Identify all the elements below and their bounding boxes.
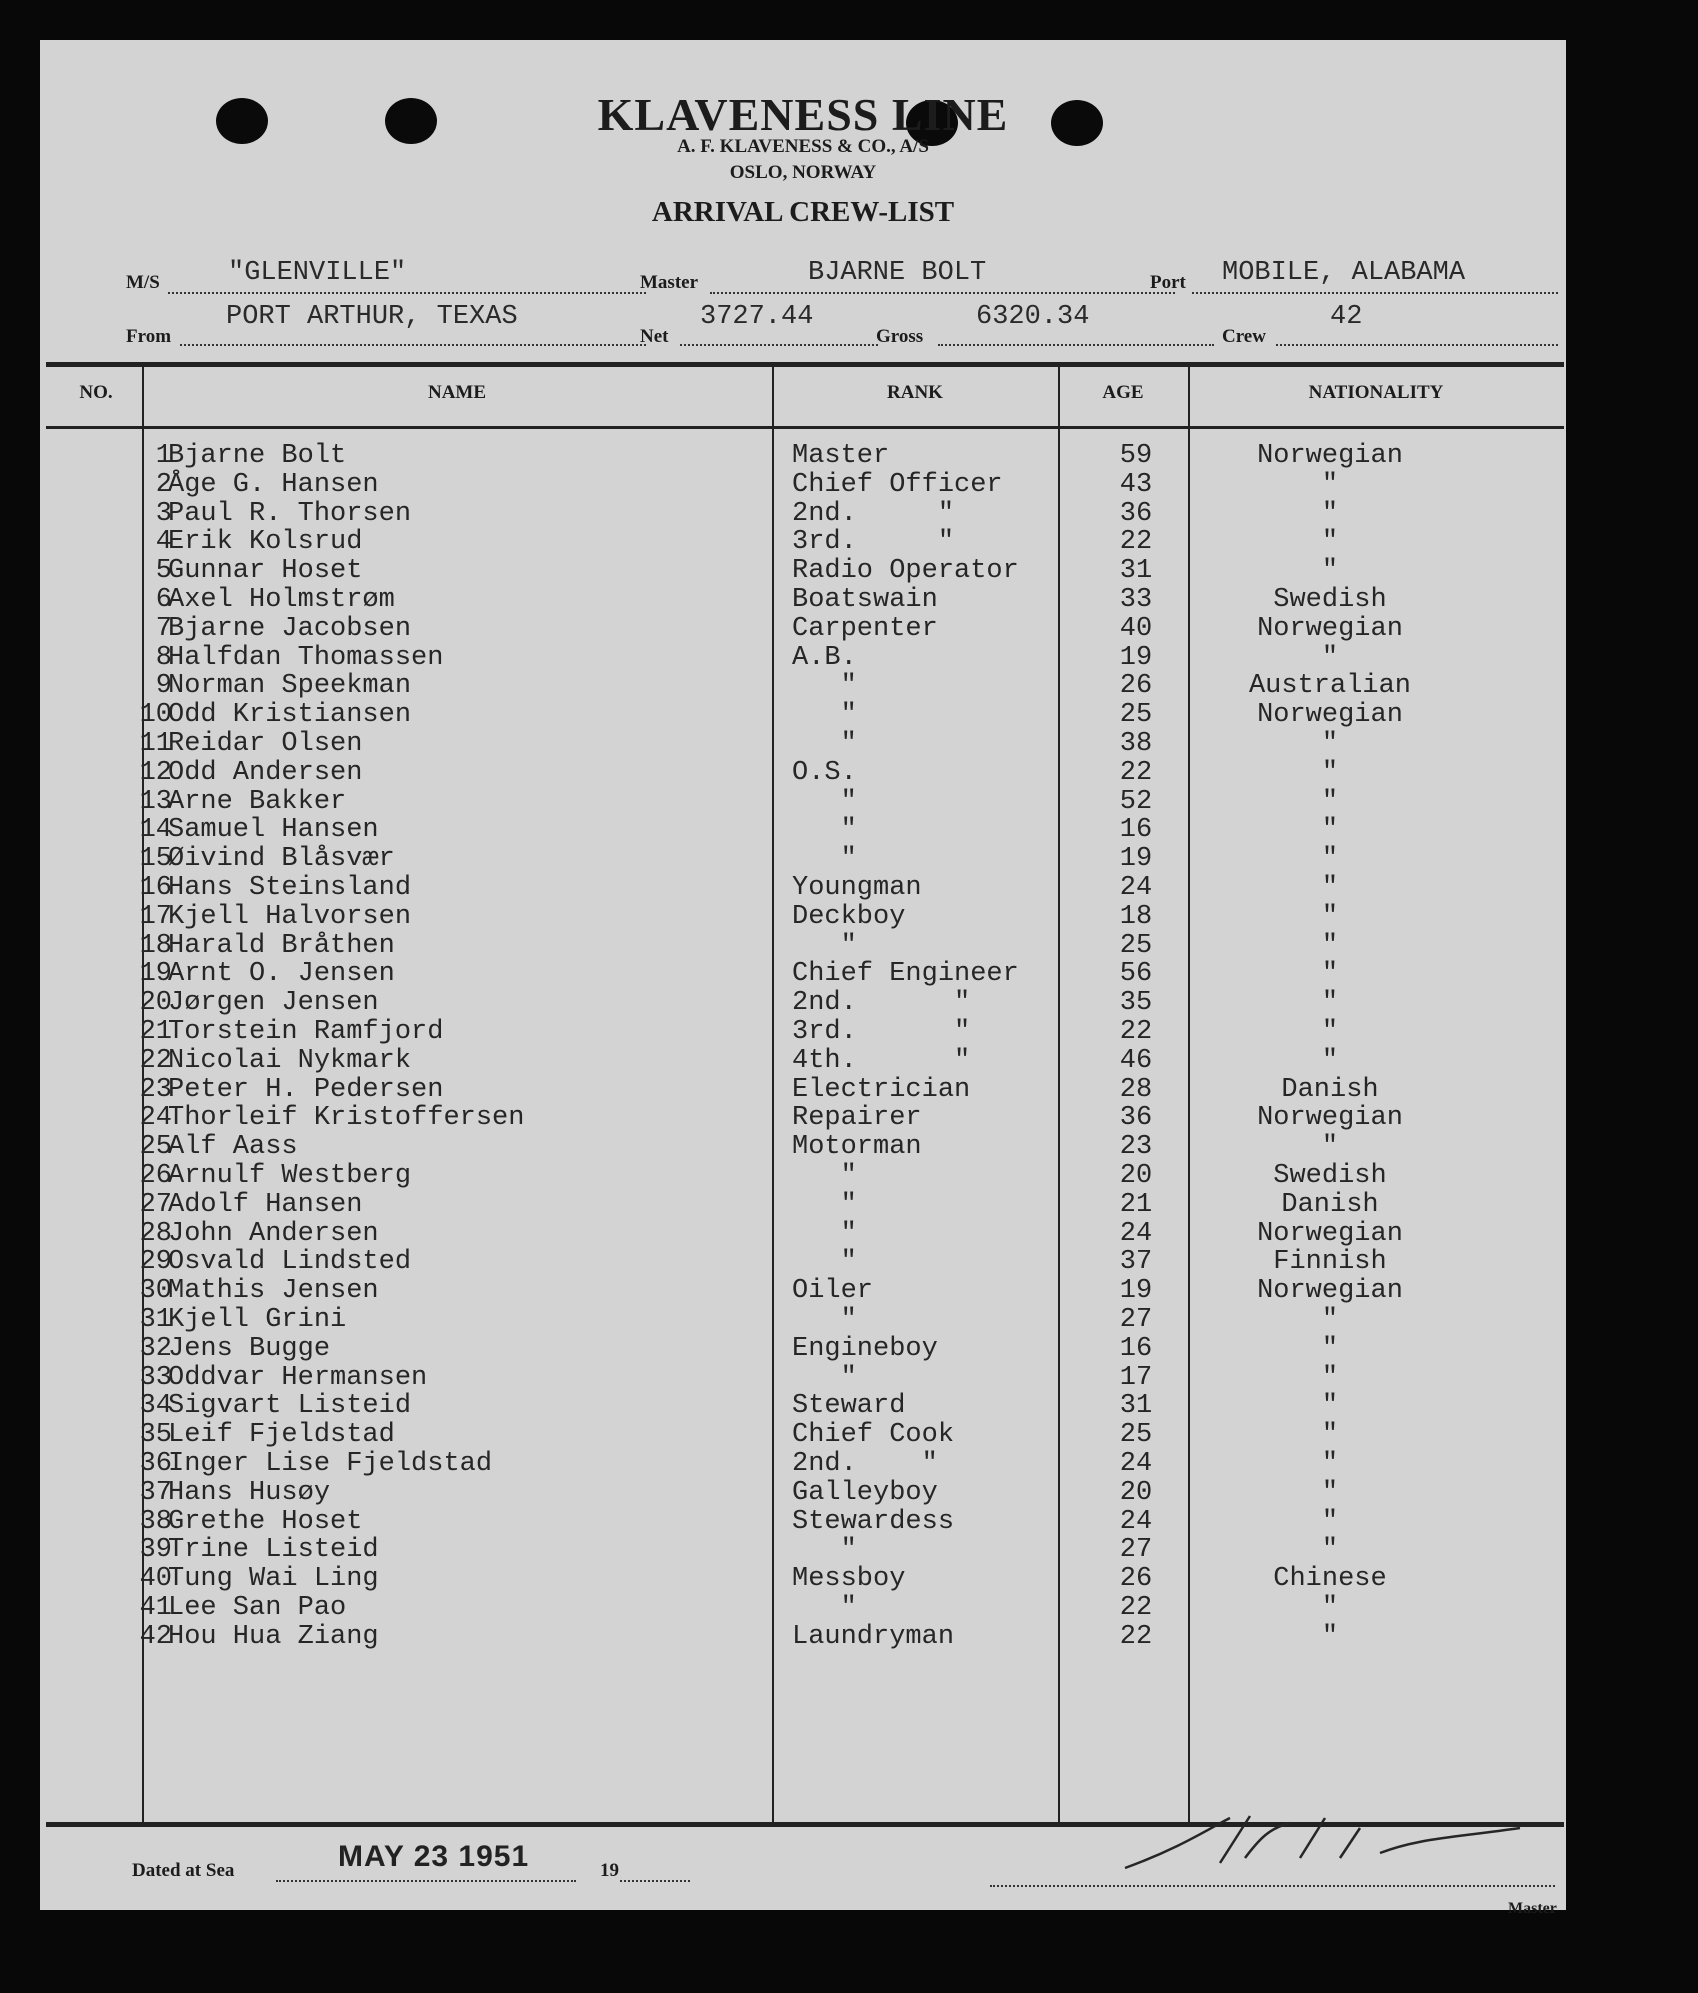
crew-row-10-rank: " <box>792 700 857 730</box>
crew-row-8-rank: A.B. <box>792 643 857 673</box>
crew-row-14-rank: " <box>792 815 857 845</box>
crew-row-20-rank: 2nd. " <box>792 988 971 1018</box>
crew-row-37-age: 20 <box>1119 1478 1153 1508</box>
crew-row-6-nat: Swedish <box>1273 585 1387 615</box>
crew-row-21-age: 22 <box>1119 1017 1153 1047</box>
crew-row-34-no: 34 <box>139 1391 172 1421</box>
crew-row-27-name: Adolf Hansen <box>168 1190 363 1220</box>
crew-row-29-rank: " <box>792 1247 857 1277</box>
crew-row-4-age: 22 <box>1119 527 1153 557</box>
crew-row-27-age: 21 <box>1119 1190 1153 1220</box>
crew-row-26-no: 26 <box>139 1161 172 1191</box>
crew-row-25-rank: Motorman <box>792 1132 922 1162</box>
crew-row-16-rank: Youngman <box>792 873 922 903</box>
crew-row-6-rank: Boatswain <box>792 585 938 615</box>
from-value: PORT ARTHUR, TEXAS <box>226 302 518 332</box>
crew-row-30-nat: Norwegian <box>1257 1276 1403 1306</box>
crew-row-33-name: Oddvar Hermansen <box>168 1363 428 1393</box>
crew-row-12-age: 22 <box>1119 758 1153 788</box>
crew-row-13-nat: " <box>1321 787 1339 817</box>
crew-row-2-age: 43 <box>1119 470 1153 500</box>
crew-row-40-no: 40 <box>139 1564 172 1594</box>
crew-row-22-no: 22 <box>139 1046 172 1076</box>
crew-row-35-name: Leif Fjeldstad <box>168 1420 395 1450</box>
crew-row-41-nat: " <box>1321 1593 1339 1623</box>
crew-row-24-age: 36 <box>1119 1103 1153 1133</box>
column-header-no: NO. <box>79 382 113 403</box>
crew-row-39-name: Trine Listeid <box>168 1535 379 1565</box>
crew-row-3-rank: 2nd. " <box>792 499 955 529</box>
crew-row-5-rank: Radio Operator <box>792 556 1019 586</box>
crew-row-19-no: 19 <box>139 959 172 989</box>
crew-row-35-age: 25 <box>1119 1420 1153 1450</box>
crew-row-7-name: Bjarne Jacobsen <box>168 614 412 644</box>
crew-row-24-rank: Repairer <box>792 1103 922 1133</box>
crew-row-25-no: 25 <box>139 1132 172 1162</box>
crew-row-31-rank: " <box>792 1305 857 1335</box>
crew-row-11-rank: " <box>792 729 857 759</box>
crew-row-7-nat: Norwegian <box>1257 614 1403 644</box>
crew-row-13-rank: " <box>792 787 857 817</box>
crew-row-3-name: Paul R. Thorsen <box>168 499 412 529</box>
crew-row-7-rank: Carpenter <box>792 614 938 644</box>
crew-row-31-name: Kjell Grini <box>168 1305 347 1335</box>
crew-row-25-age: 23 <box>1119 1132 1153 1162</box>
crew-row-14-no: 14 <box>139 815 172 845</box>
crew-row-39-nat: " <box>1321 1535 1339 1565</box>
crew-row-14-age: 16 <box>1119 815 1153 845</box>
crew-row-21-no: 21 <box>139 1017 172 1047</box>
master-signature <box>1120 1808 1540 1878</box>
crew-row-39-no: 39 <box>139 1535 172 1565</box>
crew-row-1-age: 59 <box>1119 441 1153 471</box>
document-title: ARRIVAL CREW-LIST <box>651 196 955 228</box>
crew-row-10-age: 25 <box>1119 700 1153 730</box>
crew-row-38-nat: " <box>1321 1507 1339 1537</box>
crew-row-4-nat: " <box>1321 527 1339 557</box>
column-header-name: NAME <box>427 382 487 403</box>
crew-row-8-no: 8 <box>155 643 172 673</box>
crew-row-13-age: 52 <box>1119 787 1153 817</box>
crew-row-40-rank: Messboy <box>792 1564 906 1594</box>
crew-row-27-no: 27 <box>139 1190 172 1220</box>
column-divider-age <box>1188 367 1190 1822</box>
crew-row-13-name: Arne Bakker <box>168 787 347 817</box>
crew-label: Crew <box>1222 326 1266 347</box>
crew-row-23-name: Peter H. Pedersen <box>168 1075 444 1105</box>
crew-row-35-rank: Chief Cook <box>792 1420 955 1450</box>
crew-row-21-nat: " <box>1321 1017 1339 1047</box>
signature-line <box>990 1885 1555 1887</box>
crew-row-30-age: 19 <box>1119 1276 1153 1306</box>
crew-row-17-nat: " <box>1321 902 1339 932</box>
crew-row-15-age: 19 <box>1119 844 1153 874</box>
crew-row-33-age: 17 <box>1119 1363 1153 1393</box>
crew-row-1-name: Bjarne Bolt <box>168 441 347 471</box>
crew-row-12-rank: O.S. <box>792 758 857 788</box>
crew-row-38-name: Grethe Hoset <box>168 1507 363 1537</box>
crew-row-33-rank: " <box>792 1363 857 1393</box>
header-separator <box>46 426 1564 429</box>
brand-name: KLAVENESS LINE <box>597 89 1009 140</box>
crew-row-22-name: Nicolai Nykmark <box>168 1046 412 1076</box>
crew-row-14-nat: " <box>1321 815 1339 845</box>
crew-row-42-name: Hou Hua Ziang <box>168 1622 379 1652</box>
ms-value: "GLENVILLE" <box>228 258 407 288</box>
crew-row-6-age: 33 <box>1119 585 1153 615</box>
crew-row-17-no: 17 <box>139 902 172 932</box>
crew-row-40-nat: Chinese <box>1273 1564 1387 1594</box>
crew-row-2-no: 2 <box>155 470 172 500</box>
dated-at-sea-label: Dated at Sea <box>132 1860 235 1881</box>
crew-row-11-no: 11 <box>139 729 172 759</box>
crew-list-document <box>40 40 1566 1917</box>
crew-row-34-name: Sigvart Listeid <box>168 1391 412 1421</box>
crew-row-6-no: 6 <box>155 585 172 615</box>
crew-row-8-name: Halfdan Thomassen <box>168 643 444 673</box>
crew-row-32-no: 32 <box>139 1334 172 1364</box>
crew-row-29-no: 29 <box>139 1247 172 1277</box>
crew-row-22-age: 46 <box>1119 1046 1153 1076</box>
company-name: A. F. KLAVENESS & CO., A/S <box>677 136 929 157</box>
crew-row-5-age: 31 <box>1119 556 1153 586</box>
crew-row-9-age: 26 <box>1119 671 1153 701</box>
crew-row-8-nat: " <box>1321 643 1339 673</box>
crew-row-22-rank: 4th. " <box>792 1046 971 1076</box>
crew-row-33-no: 33 <box>139 1363 172 1393</box>
crew-row-5-name: Gunnar Hoset <box>168 556 363 586</box>
date-stamp: MAY 23 1951 <box>338 1840 530 1873</box>
crew-row-38-rank: Stewardess <box>792 1507 955 1537</box>
crew-row-36-nat: " <box>1321 1449 1339 1479</box>
crew-row-9-name: Norman Speekman <box>168 671 412 701</box>
crew-value: 42 <box>1330 302 1363 332</box>
crew-row-28-rank: " <box>792 1219 857 1249</box>
crew-row-18-rank: " <box>792 931 857 961</box>
crew-row-29-age: 37 <box>1119 1247 1153 1277</box>
crew-row-36-rank: 2nd. " <box>792 1449 938 1479</box>
crew-row-19-age: 56 <box>1119 959 1153 989</box>
crew-row-11-age: 38 <box>1119 729 1153 759</box>
crew-row-38-no: 38 <box>139 1507 172 1537</box>
crew-row-12-no: 12 <box>139 758 172 788</box>
crew-row-17-rank: Deckboy <box>792 902 906 932</box>
crew-row-9-rank: " <box>792 671 857 701</box>
crew-row-23-nat: Danish <box>1281 1075 1379 1105</box>
crew-row-15-no: 15 <box>139 844 172 874</box>
crew-row-30-name: Mathis Jensen <box>168 1276 379 1306</box>
crew-row-34-nat: " <box>1321 1391 1339 1421</box>
crew-row-5-no: 5 <box>155 556 172 586</box>
crew-row-42-rank: Laundryman <box>792 1622 955 1652</box>
crew-row-31-age: 27 <box>1119 1305 1153 1335</box>
crew-row-23-rank: Electrician <box>792 1075 971 1105</box>
port-value: MOBILE, ALABAMA <box>1222 258 1466 288</box>
crew-row-15-rank: " <box>792 844 857 874</box>
crew-row-19-nat: " <box>1321 959 1339 989</box>
crew-row-26-nat: Swedish <box>1273 1161 1387 1191</box>
crew-row-3-age: 36 <box>1119 499 1153 529</box>
column-header-rank: RANK <box>887 382 943 403</box>
crew-row-4-rank: 3rd. " <box>792 527 955 557</box>
crew-row-41-age: 22 <box>1119 1593 1153 1623</box>
crew-row-17-age: 18 <box>1119 902 1153 932</box>
crew-row-26-name: Arnulf Westberg <box>168 1161 412 1191</box>
crew-row-32-nat: " <box>1321 1334 1339 1364</box>
crew-row-30-rank: Oiler <box>792 1276 874 1306</box>
crew-row-29-nat: Finnish <box>1273 1247 1387 1277</box>
crew-row-32-rank: Engineboy <box>792 1334 938 1364</box>
crew-row-23-no: 23 <box>139 1075 172 1105</box>
crew-row-20-nat: " <box>1321 988 1339 1018</box>
crew-row-28-name: John Andersen <box>168 1219 379 1249</box>
crew-row-2-rank: Chief Officer <box>792 470 1003 500</box>
crew-row-28-nat: Norwegian <box>1257 1219 1403 1249</box>
crew-row-15-name: Øivind Blåsvær <box>168 844 395 874</box>
crew-row-7-age: 40 <box>1119 614 1153 644</box>
crew-row-37-nat: " <box>1321 1478 1339 1508</box>
crew-row-9-nat: Australian <box>1248 671 1412 701</box>
crew-row-3-nat: " <box>1321 499 1339 529</box>
crew-row-10-no: 10 <box>139 700 172 730</box>
crew-row-1-nat: Norwegian <box>1257 441 1403 471</box>
master-signature-label: Master <box>1508 1900 1557 1917</box>
ms-label: M/S <box>126 272 160 293</box>
crew-row-24-no: 24 <box>139 1103 172 1133</box>
crew-row-31-no: 31 <box>139 1305 172 1335</box>
crew-row-23-age: 28 <box>1119 1075 1153 1105</box>
crew-row-18-nat: " <box>1321 931 1339 961</box>
crew-row-16-age: 24 <box>1119 873 1153 903</box>
column-header-age: AGE <box>1102 382 1144 403</box>
crew-row-40-age: 26 <box>1119 1564 1153 1594</box>
crew-row-20-age: 35 <box>1119 988 1153 1018</box>
crew-row-37-rank: Galleyboy <box>792 1478 938 1508</box>
crew-row-32-age: 16 <box>1119 1334 1153 1364</box>
crew-row-36-age: 24 <box>1119 1449 1153 1479</box>
crew-row-1-rank: Master <box>792 441 890 471</box>
crew-row-15-nat: " <box>1321 844 1339 874</box>
company-city: OSLO, NORWAY <box>729 162 877 183</box>
crew-row-21-name: Torstein Ramfjord <box>168 1017 444 1047</box>
crew-row-41-rank: " <box>792 1593 857 1623</box>
master-field-label: Master <box>640 272 699 293</box>
crew-row-16-name: Hans Steinsland <box>168 873 412 903</box>
column-divider-name <box>772 367 774 1822</box>
crew-row-10-name: Odd Kristiansen <box>168 700 412 730</box>
crew-row-33-nat: " <box>1321 1363 1339 1393</box>
crew-row-18-name: Harald Bråthen <box>168 931 395 961</box>
crew-row-39-rank: " <box>792 1535 857 1565</box>
from-label: From <box>126 326 172 347</box>
crew-row-34-rank: Steward <box>792 1391 906 1421</box>
crew-row-24-name: Thorleif Kristoffersen <box>168 1103 525 1133</box>
crew-row-42-no: 42 <box>139 1622 172 1652</box>
crew-row-7-no: 7 <box>155 614 172 644</box>
crew-row-36-name: Inger Lise Fjeldstad <box>168 1449 493 1479</box>
crew-row-16-no: 16 <box>139 873 172 903</box>
crew-row-19-name: Arnt O. Jensen <box>168 959 395 989</box>
crew-row-19-rank: Chief Engineer <box>792 959 1019 989</box>
crew-row-25-nat: " <box>1321 1132 1339 1162</box>
crew-row-1-no: 1 <box>155 441 172 471</box>
crew-row-31-nat: " <box>1321 1305 1339 1335</box>
column-divider-rank <box>1058 367 1060 1822</box>
crew-row-38-age: 24 <box>1119 1507 1153 1537</box>
crew-row-22-nat: " <box>1321 1046 1339 1076</box>
gross-label: Gross <box>876 326 924 347</box>
net-value: 3727.44 <box>700 302 814 332</box>
crew-row-5-nat: " <box>1321 556 1339 586</box>
crew-row-14-name: Samuel Hansen <box>168 815 379 845</box>
crew-row-27-rank: " <box>792 1190 857 1220</box>
crew-row-25-name: Alf Aass <box>168 1132 298 1162</box>
crew-row-6-name: Axel Holmstrøm <box>168 585 395 615</box>
crew-row-40-name: Tung Wai Ling <box>168 1564 379 1594</box>
crew-row-28-age: 24 <box>1119 1219 1153 1249</box>
crew-row-9-no: 9 <box>155 671 172 701</box>
net-label: Net <box>640 326 669 347</box>
crew-row-32-name: Jens Bugge <box>168 1334 331 1364</box>
crew-row-21-rank: 3rd. " <box>792 1017 971 1047</box>
crew-row-10-nat: Norwegian <box>1257 700 1403 730</box>
crew-row-16-nat: " <box>1321 873 1339 903</box>
crew-row-18-age: 25 <box>1119 931 1153 961</box>
crew-row-13-no: 13 <box>139 787 172 817</box>
crew-row-4-no: 4 <box>155 527 172 557</box>
crew-row-12-name: Odd Andersen <box>168 758 363 788</box>
crew-row-41-no: 41 <box>139 1593 172 1623</box>
column-header-nationality: NATIONALITY <box>1308 382 1444 403</box>
crew-row-11-nat: " <box>1321 729 1339 759</box>
crew-row-26-age: 20 <box>1119 1161 1153 1191</box>
gross-value: 6320.34 <box>976 302 1090 332</box>
crew-row-36-no: 36 <box>139 1449 172 1479</box>
crew-row-35-no: 35 <box>139 1420 172 1450</box>
crew-row-2-name: Åge G. Hansen <box>168 470 379 500</box>
port-label: Port <box>1150 272 1186 293</box>
crew-row-3-no: 3 <box>155 499 172 529</box>
crew-row-18-no: 18 <box>139 931 172 961</box>
crew-row-20-name: Jørgen Jensen <box>168 988 379 1018</box>
crew-row-24-nat: Norwegian <box>1257 1103 1403 1133</box>
crew-row-35-nat: " <box>1321 1420 1339 1450</box>
crew-row-37-name: Hans Husøy <box>168 1478 331 1508</box>
crew-row-17-name: Kjell Halvorsen <box>168 902 412 932</box>
crew-row-12-nat: " <box>1321 758 1339 788</box>
crew-row-29-name: Osvald Lindsted <box>168 1247 412 1277</box>
crew-row-11-name: Reidar Olsen <box>168 729 363 759</box>
crew-row-39-age: 27 <box>1119 1535 1153 1565</box>
crew-row-8-age: 19 <box>1119 643 1153 673</box>
crew-row-20-no: 20 <box>139 988 172 1018</box>
crew-row-28-no: 28 <box>139 1219 172 1249</box>
crew-row-34-age: 31 <box>1119 1391 1153 1421</box>
crew-row-37-no: 37 <box>139 1478 172 1508</box>
crew-row-30-no: 30 <box>139 1276 172 1306</box>
year-label: 19 <box>600 1860 619 1881</box>
master-field-value: BJARNE BOLT <box>808 258 987 288</box>
crew-row-4-name: Erik Kolsrud <box>168 527 363 557</box>
crew-row-2-nat: " <box>1321 470 1339 500</box>
crew-row-27-nat: Danish <box>1281 1190 1379 1220</box>
crew-row-42-nat: " <box>1321 1622 1339 1652</box>
crew-row-41-name: Lee San Pao <box>168 1593 347 1623</box>
crew-row-26-rank: " <box>792 1161 857 1191</box>
crew-row-42-age: 22 <box>1119 1622 1153 1652</box>
